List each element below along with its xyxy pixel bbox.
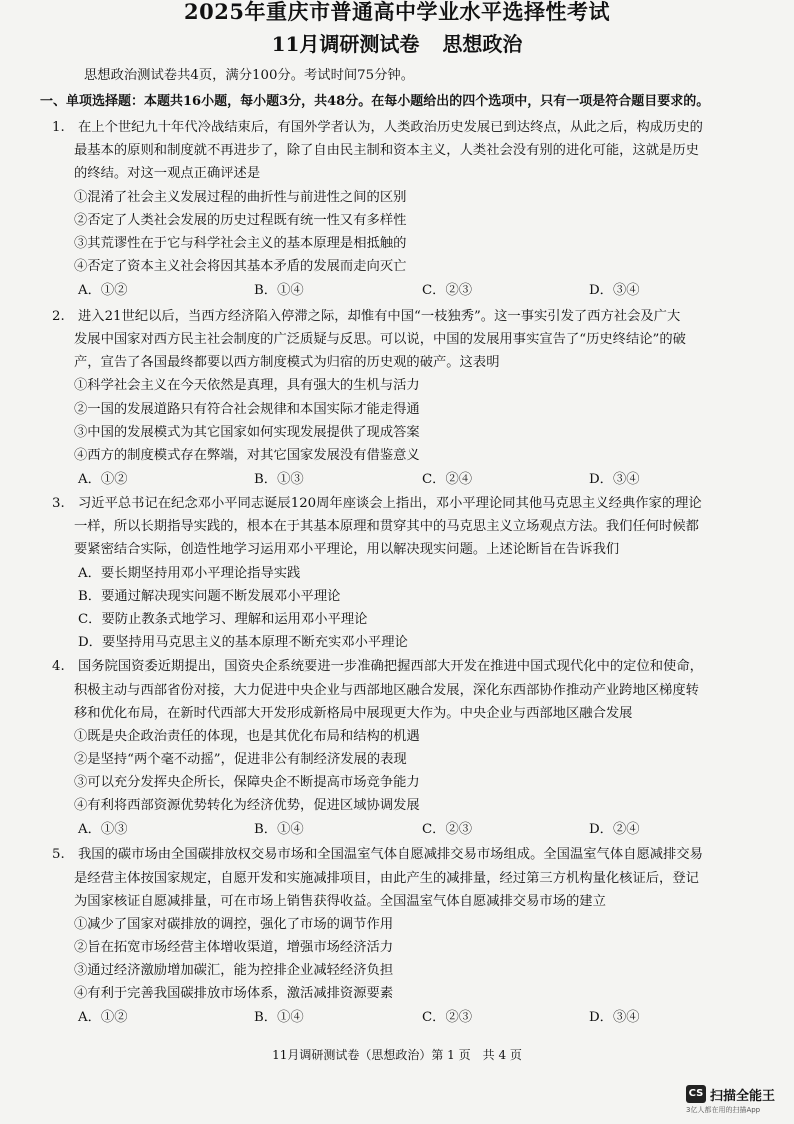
q1-statement: ②否定了人类社会发展的历史过程既有统一性又有多样性: [74, 213, 407, 228]
subtitle-subject: 思想政治: [442, 32, 523, 56]
q2-stem-line: 产，宣告了各国最终都要以西方制度模式为归宿的历史观的破产。这表明: [74, 355, 500, 370]
q1-statement: ①混淆了社会主义发展过程的曲折性与前进性之间的区别: [74, 190, 407, 205]
q4-option-c[interactable]: C．②③: [422, 822, 473, 837]
page-footer: 11月调研测试卷（思想政治）第 1 页 共 4 页: [272, 1048, 522, 1062]
q3-option-b[interactable]: B．要通过解决现实问题不断发展邓小平理论: [78, 589, 341, 604]
q3-option-a[interactable]: A．要长期坚持用邓小平理论指导实践: [78, 566, 301, 581]
q5-options: [74, 1008, 674, 1028]
scanner-watermark: [686, 1083, 790, 1119]
q2-option-b[interactable]: B．①③: [254, 472, 304, 487]
q1-option-a[interactable]: A．①②: [78, 283, 128, 298]
q1-stem-line: 1. 在上个世纪九十年代冷战结束后，有国外学者认为，人类政治历史发展已到达终点，从此之后，构成历史的: [52, 120, 703, 135]
q3-option-d[interactable]: D．要坚持用马克思主义的基本原理不断充实邓小平理论: [78, 635, 408, 650]
q3-stem-line: 要紧密结合实际，创造性地学习运用邓小平理论，用以解决现实问题。上述论断旨在告诉我们: [74, 542, 620, 557]
q1-statement: ③其荒谬性在于它与科学社会主义的基本原理是相抵触的: [74, 236, 407, 251]
q4-statement: ①既是央企政治责任的体现，也是其优化布局和结构的机遇: [74, 729, 420, 744]
q4-statement: ②是坚持“两个毫不动摇”，促进非公有制经济发展的表现: [74, 752, 407, 767]
q1-stem-line: 的终结。对这一观点正确评述是: [74, 166, 261, 181]
q2-options: [74, 470, 674, 490]
q5-option-a[interactable]: A．①②: [78, 1010, 128, 1025]
q1-option-c[interactable]: C．②③: [422, 283, 473, 298]
camscanner-icon: CS: [686, 1085, 706, 1103]
q5-stem-line: 为国家核证自愿减排量，可在市场上销售获得收益。全国温室气体自愿减排交易市场的建立: [74, 894, 606, 909]
q1-option-d[interactable]: D．③④: [589, 283, 640, 298]
q4-options: [74, 820, 674, 840]
q4-option-d[interactable]: D．②④: [589, 822, 640, 837]
subtitle-paper: 11月调研测试卷: [271, 32, 420, 56]
q5-option-c[interactable]: C．②③: [422, 1010, 473, 1025]
q3-stem-line: 3. 习近平总书记在纪念邓小平同志诞辰120周年座谈会上指出，邓小平理论同其他马克思主义经典作家的理论: [52, 496, 702, 511]
q4-option-a[interactable]: A．①③: [78, 822, 128, 837]
q4-stem-line: 积极主动与西部省份对接，大力促进中央企业与西部地区融合发展，深化东西部协作推动产业跨地区梯度转: [74, 683, 699, 698]
q4-statement: ③可以充分发挥央企所长，保障央企不断提高市场竞争能力: [74, 775, 420, 790]
q1-stem-line: 最基本的原则和制度就不再进步了，除了自由民主制和资本主义，人类社会没有别的进化可能，这就是历史: [74, 143, 699, 158]
q5-option-d[interactable]: D．③④: [589, 1010, 640, 1025]
q3-stem-line: 一样，所以长期指导实践的，根本在于其基本原理和贯穿其中的马克思主义立场观点方法。我们任何时候都: [74, 519, 699, 534]
q2-option-d[interactable]: D．③④: [589, 472, 640, 487]
q5-statement: ④有利于完善我国碳排放市场体系，激活减排资源要素: [74, 986, 394, 1001]
q2-statement: ①科学社会主义在今天依然是真理，具有强大的生机与活力: [74, 378, 420, 393]
q5-option-b[interactable]: B．①④: [254, 1010, 304, 1025]
q1-statement: ④否定了资本主义社会将因其基本矛盾的发展而走向灭亡: [74, 259, 407, 274]
q4-stem-line: 移和优化布局，在新时代西部大开发形成新格局中展现更大作为。中央企业与西部地区融合发展: [74, 706, 633, 721]
q2-statement: ③中国的发展模式为其它国家如何实现发展提供了现成答案: [74, 425, 420, 440]
exam-title: 2025年重庆市普通高中学业水平选择性考试: [184, 0, 610, 24]
q4-option-b[interactable]: B．①④: [254, 822, 304, 837]
q5-statement: ①减少了国家对碳排放的调控，强化了市场的调节作用: [74, 917, 394, 932]
q1-option-b[interactable]: B．①④: [254, 283, 304, 298]
q1-options: [74, 281, 674, 301]
q2-stem-line: 发展中国家对西方民主社会制度的广泛质疑与反思。可以说，中国的发展用事实宣告了“历史终结论”的破: [74, 332, 686, 347]
q4-stem-line: 4. 国务院国资委近期提出，国资央企系统要进一步准确把握西部大开发在推进中国式现代化中的定位和使命，: [52, 659, 703, 674]
q3-option-c[interactable]: C．要防止教条式地学习、理解和运用邓小平理论: [78, 612, 368, 627]
q4-statement: ④有利将西部资源优势转化为经济优势，促进区域协调发展: [74, 798, 420, 813]
scanner-tagline: 3亿人都在用的扫描App: [686, 1106, 761, 1114]
section-heading: 一、单项选择题：本题共16小题，每小题3分，共48分。在每小题给出的四个选项中，只有一项是符合题目要求的。: [40, 94, 710, 109]
q2-statement: ④西方的制度模式存在弊端，对其它国家发展没有借鉴意义: [74, 448, 420, 463]
q5-statement: ③通过经济激励增加碳汇，能为控排企业减轻经济负担: [74, 963, 394, 978]
q2-statement: ②一国的发展道路只有符合社会规律和本国实际才能走得通: [74, 402, 420, 417]
q2-option-a[interactable]: A．①②: [78, 472, 128, 487]
exam-subtitle: [0, 32, 794, 56]
scanner-name: 扫描全能王: [710, 1089, 776, 1104]
q5-stem-line: 5. 我国的碳市场由全国碳排放权交易市场和全国温室气体自愿减排交易市场组成。全国温室气体自愿减排交易: [52, 847, 703, 862]
q5-statement: ②旨在拓宽市场经营主体增收渠道，增强市场经济活力: [74, 940, 394, 955]
exam-intro: 思想政治测试卷共4页，满分100分。考试时间75分钟。: [84, 68, 414, 83]
q2-option-c[interactable]: C．②④: [422, 472, 473, 487]
q5-stem-line: 是经营主体按国家规定，自愿开发和实施减排项目，由此产生的减排量，经过第三方机构量化核证后，登记: [74, 871, 699, 886]
q2-stem-line: 2. 进入21世纪以后，当西方经济陷入停滞之际，却惟有中国“一枝独秀”。这一事实引发了西方社会及广大: [52, 309, 681, 324]
